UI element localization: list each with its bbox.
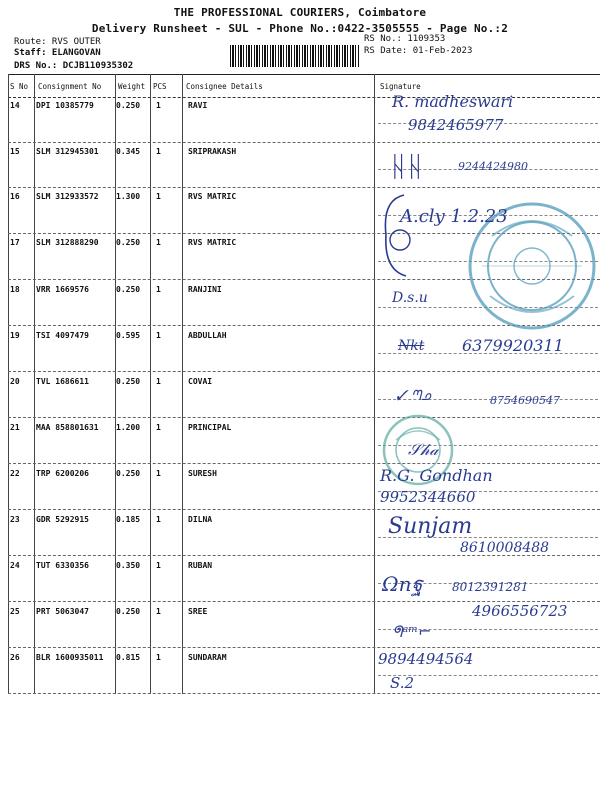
signature-18-text: D.s.u bbox=[392, 290, 428, 306]
col-weight: Weight bbox=[118, 82, 146, 91]
company-title: THE PROFESSIONAL COURIERS, Coimbatore bbox=[173, 6, 427, 19]
row-divider bbox=[8, 371, 600, 372]
signature-23-phone: 8610008488 bbox=[460, 540, 550, 556]
runsheet-page: THE PROFESSIONAL COURIERS, Coimbatore Delivery Runsheet - SUL - Phone No.:0422-3505555 - Page No.:2 Route: RVS OUTER Staff: ELANGOVAN DRS No.: DCJB110935302 RS No.: 1109353 RS Date: 01-Feb-2023 S No Consignment No Weight PCS Consignee Details Signature 14 DPI 10385779 0.250 1 RAVI 15 SLM 312945301 0.345 1 SRIPRAKASH 16 SLM 312933572 1.300 1 RVS MATRIC 17 SLM 312888290 0.250 1 RVS MATRIC 18 VRR 1669576 0.250 1 RANJINI 19 TSI 4097479 0.595 1 ABDULLAH 20 TVL 1686611 0.250 1 COVAI 21 MAA 858801631 1.200 1 PRINCIPAL 22 TRP 6200206 0.250 1 SURESH 23 GDR 5292915 0.185 1 DILNA 24 TUT 6330356 0.350 1 RUBAN 25 PRT 5063047 0.250 1 SREE 26 BLR 1600935011 0.815 1 SUNDARAM R. madheswari 9842465977 ᚺᚺ 9244424980 A.cly 1.2.23 D.s.u Nkt 6379920311 ✓ ᘉᓄ 8754690547 𝒮𝒽𝒶 R.G. Gondhan 9952344660 Sunjam 8610008488 Ωnฐ 8012391281 4966556723 ᖗᵃᵐ⌐ 9894494564 S.2 bbox=[0, 0, 600, 800]
rs-number: RS No.: 1109353 bbox=[364, 34, 446, 44]
signature-26-initials: S.2 bbox=[390, 674, 415, 692]
row-divider bbox=[8, 647, 600, 648]
signature-19-phone: 6379920311 bbox=[462, 336, 564, 355]
signature-16-text: A.cly 1.2.23 bbox=[400, 206, 508, 227]
row-divider bbox=[8, 187, 600, 188]
signature-14-name: R. madheswari bbox=[392, 92, 514, 111]
signature-bracket-stroke bbox=[374, 190, 424, 280]
signature-20-mark: ✓ ᘉᓄ bbox=[396, 388, 432, 404]
row-divider bbox=[8, 509, 600, 510]
rs-date: RS Date: 01-Feb-2023 bbox=[364, 46, 473, 56]
signature-25-mark: ᖗᵃᵐ⌐ bbox=[392, 622, 432, 641]
signature-15-phone: 9244424980 bbox=[458, 160, 528, 173]
row-divider bbox=[8, 142, 600, 143]
signature-22-name: R.G. Gondhan bbox=[380, 466, 493, 485]
row-divider bbox=[8, 417, 600, 418]
signature-20-phone: 8754690547 bbox=[490, 394, 560, 407]
col-sno: S No bbox=[10, 82, 29, 91]
row-divider bbox=[8, 463, 600, 464]
signature-25-phone: 4966556723 bbox=[472, 602, 568, 620]
route-label: Route: RVS OUTER bbox=[14, 37, 101, 47]
signature-26-phone: 9894494564 bbox=[378, 650, 474, 668]
drs-number: DRS No.: DCJB110935302 bbox=[14, 61, 134, 71]
col-pcs: PCS bbox=[153, 82, 167, 91]
barcode bbox=[230, 45, 360, 67]
col-signature: Signature bbox=[380, 82, 421, 91]
signature-15-mark: ᚺᚺ bbox=[390, 150, 424, 183]
signature-24-phone: 8012391281 bbox=[452, 580, 529, 594]
staff-label: Staff: ELANGOVAN bbox=[14, 48, 101, 58]
col-consignee: Consignee Details bbox=[186, 82, 263, 91]
col-consignment: Consignment No bbox=[38, 82, 102, 91]
signature-22-phone: 9952344660 bbox=[380, 488, 476, 506]
row-divider bbox=[8, 693, 600, 694]
signature-21-mark: 𝒮𝒽𝒶 bbox=[408, 440, 439, 459]
signature-24-mark: Ωnฐ bbox=[382, 572, 423, 596]
signature-19-mark: Nkt bbox=[398, 338, 425, 354]
signature-14-phone: 9842465977 bbox=[408, 116, 504, 134]
runsheet-subtitle: Delivery Runsheet - SUL - Phone No.:0422-3505555 - Page No.:2 bbox=[91, 22, 509, 35]
signature-23-name: Sunjam bbox=[388, 514, 473, 539]
